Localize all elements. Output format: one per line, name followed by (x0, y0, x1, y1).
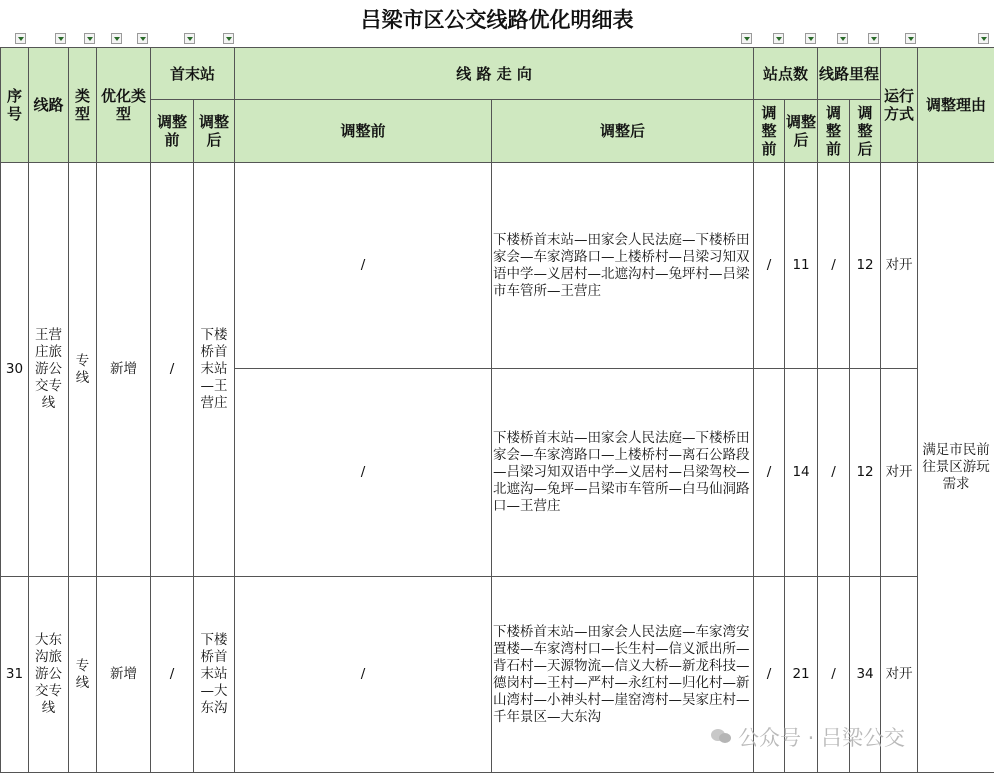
cell-mileage-after: 12 (850, 163, 881, 369)
subheader-row (1, 100, 994, 163)
subheader-route-before: 调整前 (235, 100, 492, 163)
header-reason: 调整理由 (918, 48, 994, 163)
cell-route-before: / (235, 163, 492, 369)
cell-stops-after: 11 (785, 163, 818, 369)
subheader-mileage-before: 调整前 (818, 100, 850, 163)
cell-line: 大东沟旅游公交专线 (29, 577, 69, 773)
cell-stops-before: / (754, 163, 785, 369)
header-terminal: 首末站 (151, 48, 235, 100)
table-row (1, 163, 994, 369)
cell-route-before: / (235, 369, 492, 577)
wechat-icon (710, 728, 732, 744)
cell-opt-type: 新增 (97, 163, 151, 577)
filter-dropdown-icon[interactable] (905, 33, 916, 44)
cell-route-after: 下楼桥首末站—田家会人民法庭—下楼桥田家会—车家湾路口—上楼桥村—吕梁习知双语中学—义居村—北遮沟村—兔坪村—吕梁市车管所—王营庄 (492, 163, 754, 369)
header-route: 线 路 走 向 (235, 48, 754, 100)
cell-opt-type: 新增 (97, 577, 151, 773)
cell-terminal-after: 下楼桥首末站—大东沟 (194, 577, 235, 773)
filter-row (0, 32, 994, 46)
subheader-terminal-before: 调整前 (151, 100, 194, 163)
cell-mileage-before: / (818, 577, 850, 773)
filter-dropdown-icon[interactable] (805, 33, 816, 44)
header-stops: 站点数 (754, 48, 818, 100)
cell-route-after: 下楼桥首末站—田家会人民法庭—车家湾安置楼—车家湾村口—长生村—信义派出所—背石村—天源物流—信义大桥—新龙科技—德岗村—王村—严村—永红村—归化村—新山湾村—小神头村—崖窑湾村—吴家庄村—千年景区—大东沟 (492, 577, 754, 773)
filter-dropdown-icon[interactable] (184, 33, 195, 44)
header-seq: 序号 (1, 48, 29, 163)
subheader-stops-before: 调整前 (754, 100, 785, 163)
header-opt-type: 优化类型 (97, 48, 151, 163)
filter-dropdown-icon[interactable] (137, 33, 148, 44)
cell-seq: 31 (1, 577, 29, 773)
cell-reason: 满足市民前往景区游玩需求 (918, 163, 994, 773)
bus-route-table (0, 47, 994, 773)
header-type: 类型 (69, 48, 97, 163)
subheader-terminal-after: 调整后 (194, 100, 235, 163)
cell-terminal-after: 下楼桥首末站—王营庄 (194, 163, 235, 577)
subheader-mileage-after: 调整后 (850, 100, 881, 163)
filter-dropdown-icon[interactable] (223, 33, 234, 44)
cell-seq: 30 (1, 163, 29, 577)
cell-mileage-after: 12 (850, 369, 881, 577)
cell-stops-before: / (754, 577, 785, 773)
cell-terminal-before: / (151, 163, 194, 577)
filter-dropdown-icon[interactable] (868, 33, 879, 44)
header-operation: 运行方式 (881, 48, 918, 163)
cell-operation: 对开 (881, 163, 918, 369)
filter-dropdown-icon[interactable] (837, 33, 848, 44)
cell-stops-after: 14 (785, 369, 818, 577)
filter-dropdown-icon[interactable] (741, 33, 752, 44)
cell-route-before: / (235, 577, 492, 773)
filter-dropdown-icon[interactable] (978, 33, 989, 44)
header-line: 线路 (29, 48, 69, 163)
header-mileage: 线路里程 (818, 48, 881, 100)
cell-route-after: 下楼桥首末站—田家会人民法庭—下楼桥田家会—车家湾路口—上楼桥村—离石公路段—吕梁习知双语中学—义居村—吕梁驾校—北遮沟—兔坪—吕梁市车管所—白马仙洞路口—王营庄 (492, 369, 754, 577)
cell-mileage-before: / (818, 163, 850, 369)
watermark-text: 公众号 · 吕梁公交 (738, 726, 906, 750)
cell-stops-after: 21 (785, 577, 818, 773)
cell-mileage-after: 34 (850, 577, 881, 773)
cell-type: 专线 (69, 163, 97, 577)
cell-operation: 对开 (881, 369, 918, 577)
cell-mileage-before: / (818, 369, 850, 577)
filter-dropdown-icon[interactable] (84, 33, 95, 44)
cell-stops-before: / (754, 369, 785, 577)
cell-terminal-before: / (151, 577, 194, 773)
filter-dropdown-icon[interactable] (111, 33, 122, 44)
subheader-route-after: 调整后 (492, 100, 754, 163)
cell-type: 专线 (69, 577, 97, 773)
filter-dropdown-icon[interactable] (55, 33, 66, 44)
subheader-stops-after: 调整后 (785, 100, 818, 163)
filter-dropdown-icon[interactable] (773, 33, 784, 44)
filter-dropdown-icon[interactable] (15, 33, 26, 44)
cell-operation: 对开 (881, 577, 918, 773)
header-row (1, 48, 994, 100)
cell-line: 王营庄旅游公交专线 (29, 163, 69, 577)
page-title: 吕梁市区公交线路优化明细表 (360, 7, 634, 32)
